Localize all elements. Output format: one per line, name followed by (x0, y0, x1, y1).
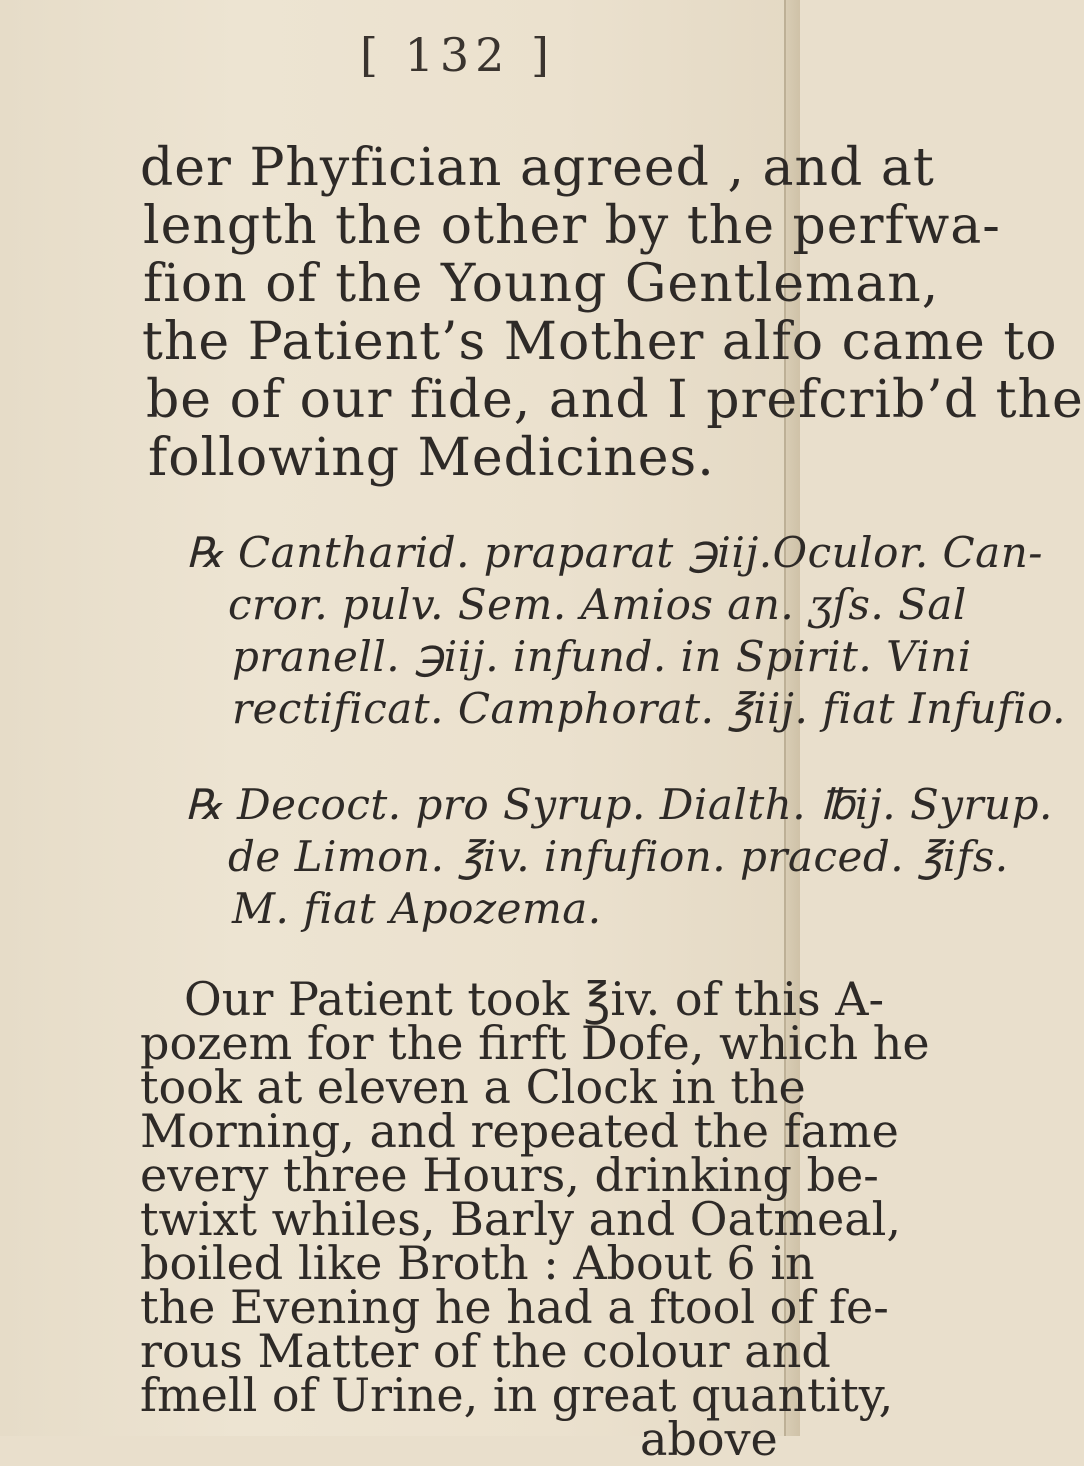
paragraph2-line: pozem for the firft Dofe, which he (140, 1016, 930, 1070)
prescription1-line: rectificat. Camphorat. ℥iij. fiat Infufio. (232, 684, 1067, 733)
paragraph2-line: Our Patient took ℥iv. of this A- (184, 972, 884, 1026)
paragraph2-line: boiled like Broth : About 6 in (140, 1236, 815, 1290)
paragraph1-line: length the other by the perfwa- (143, 196, 1001, 256)
page-number: [ 132 ] (360, 28, 555, 82)
prescription2-line: ℞ Decoct. pro Syrup. Dialth. ℔ij. Syrup. (185, 780, 1053, 829)
prescription2-line: de Limon. ℥iv. infufion. praced. ℥ifs. (228, 832, 1009, 881)
paragraph2-line: fmell of Urine, in great quantity, (140, 1368, 894, 1422)
paragraph1-line: the Patient’s Mother alfo came to (142, 312, 1058, 372)
prescription1-line: cror. pulv. Sem. Amios an. ʒſs. Sal (228, 580, 967, 629)
paragraph1-line: fion of the Young Gentleman, (143, 254, 940, 314)
paragraph2-line: rous Matter of the colour and (140, 1324, 831, 1378)
prescription2-line: M. fiat Apozema. (232, 884, 602, 933)
paragraph1-line: following Medicines. (148, 428, 715, 488)
paragraph2-line: Morning, and repeated the fame (140, 1104, 899, 1158)
paragraph1-line: be of our fide, and I prefcrib’d the (146, 370, 1084, 430)
prescription1-line: pranell. ℈iij. infund. in Spirit. Vini (232, 632, 972, 681)
prescription1-line: ℞ Cantharid. praparat ℈iij.Oculor. Can- (186, 528, 1043, 577)
paragraph2-line: took at eleven a Clock in the (140, 1060, 806, 1114)
paragraph2-line: the Evening he had a ftool of fe- (140, 1280, 889, 1334)
catchword: above (640, 1412, 778, 1466)
paragraph2-line: every three Hours, drinking be- (140, 1148, 879, 1202)
paragraph2-line: twixt whiles, Barly and Oatmeal, (140, 1192, 901, 1246)
paragraph1-line: der Phyfician agreed , and at (140, 138, 935, 198)
